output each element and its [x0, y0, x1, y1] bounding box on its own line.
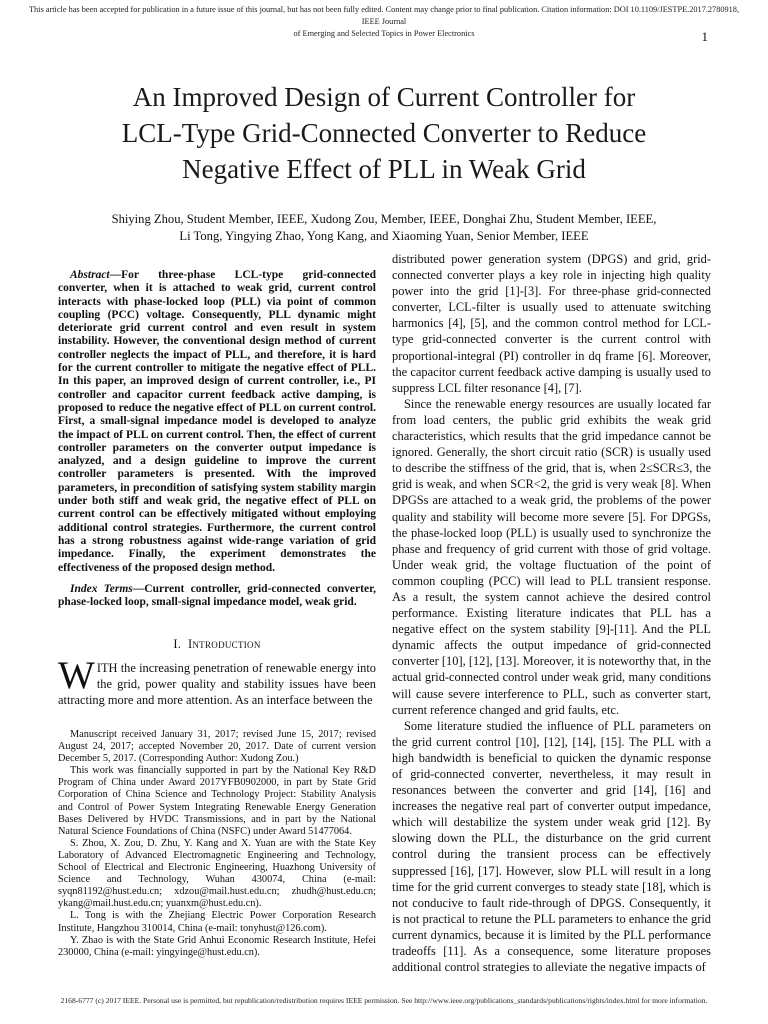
- footnote-zhao: Y. Zhao is with the State Grid Anhui Economic Research Institute, Hefei 230000, China (e-mail: yingyinge@hust.edu.cn).: [58, 934, 376, 958]
- body-paragraph: Some literature studied the influence of PLL parameters on the grid current control [10], [12], [14], [15]. The PLL with a high bandwidth is beneficial to quicken the dynamic response of grid-connected converter, nevertheless, it may result in resonances between the converter and grid [14], [16] and increases the negative real part of converter output impedance, which will destabilize the system under weak grid [12]. By slowing down the PLL, the disturbance on the grid current control during the transient process can be effectively suppressed [16], [17]. However, slow PLL will result in a long time for the grid current converges to steady state [18], which is not conducive to fault ride-through of DPGS. Consequently, it is not practical to retune the PLL parameters to enhance the grid current dynamics, because it is limited by the PLL performance tradeoffs [11]. As a consequence, some literature proposes additional control strategies to alleviate the negative impacts of: [392, 718, 711, 975]
- right-column: [392, 251, 711, 975]
- footnote-manuscript: Manuscript received January 31, 2017; revised June 15, 2017; revised August 24, 2017; accepted November 20, 2017. Date of current version December 5, 2017. (Corresponding Author: Xudong Zou.): [58, 729, 376, 765]
- authors-line-2: Li Tong, Yingying Zhao, Yong Kang, and Xiaoming Yuan, Senior Member, IEEE: [179, 229, 589, 243]
- body-paragraph: Since the renewable energy resources are usually located far from load centers, the public grid exhibits the weak grid characteristics, which results that the grid impedance cannot be ignored. Generally, the short circuit ratio (SCR) is usually used to describe the stiffness of the grid, that is, when 2≤SCR≤3, the grid is weak, and when SCR<2, the grid is very weak [8]. When DPGSs are attached to a weak grid, the problems of the power quality and stability will become more severe [5]. For DPGSs, the phase-locked loop (PLL) is usually used to synchronize the phase and frequency of grid current with those of grid voltage. Under weak grid, the voltage fluctuation of the point of common coupling (PCC) will lead to PLL transient response. As a result, the system cannot achieve the desired control performance. Existing literature indicates that PLL has a negative effect on the system stability [9]-[11]. And the PLL dynamic affects the output impedance of grid-connected converter [10], [12], [13]. Moreover, it is noteworthy that, in the actual grid-connected control under weak grid, many conditions will cause severe interference to PLL, such as converter start, current reference changed and grid faults, etc.: [392, 396, 711, 717]
- drop-cap: W: [58, 654, 95, 697]
- journal-notice-line1: This article has been accepted for publication in a future issue of this journal, but has not been fully edited. Content may change prior to final publication. Citation information: DOI 10.1109/JESTPE.2017.2780918, IEEE Journal: [28, 5, 740, 26]
- title-line-1: An Improved Design of Current Controller for: [132, 82, 636, 112]
- authors-line-1: Shiying Zhou, Student Member, IEEE, Xudong Zou, Member, IEEE, Donghai Zhu, Student Member, IEEE,: [111, 212, 657, 226]
- intro-text: ITH the increasing penetration of renewable energy into the grid, power quality and stability issues have been attracting more and more attention. As an interface between the: [58, 661, 376, 708]
- body-paragraph: distributed power generation system (DPGS) and grid, grid-connected converter plays a key role in injecting high quality power into the grid [1]-[3]. For three-phase grid-connected converter, LCL-filter is usually used to attenuate switching harmonics [4], [5], and the common control method for LCL-type grid-connected converter is the current control with proportional-integral (PI) controller in dq frame [6]. Moreover, the capacitor current feedback active damping is usually used to suppress LCL filter resonance [4], [7].: [392, 252, 711, 395]
- section-heading: [58, 637, 376, 652]
- index-terms: [58, 583, 376, 610]
- abstract: [58, 269, 376, 575]
- copyright-footer: 2168-6777 (c) 2017 IEEE. Personal use is permitted, but republication/redistribution requires IEEE permission. See http://www.ieee.org/publications_standards/publications/rights/index.html for more information.: [60, 996, 708, 1005]
- footnote-tong: L. Tong is with the Zhejiang Electric Power Corporation Research Institute, Hangzhou 310014, China (e-mail: tonyhust@126.com).: [58, 910, 376, 934]
- paper-title: [40, 79, 728, 187]
- intro-paragraph: [58, 654, 376, 708]
- page-number: 1: [701, 29, 708, 44]
- author-list: [40, 211, 728, 245]
- title-line-3: Negative Effect of PLL in Weak Grid: [182, 154, 586, 184]
- journal-notice: [20, 4, 748, 40]
- title-line-2: LCL-Type Grid-Connected Converter to Reduce: [121, 118, 647, 148]
- section-number: I.: [173, 637, 182, 651]
- abstract-lead: Abstract: [70, 269, 110, 281]
- footnotes: [58, 729, 376, 959]
- journal-notice-line2: of Emerging and Selected Topics in Power Electronics: [293, 29, 475, 38]
- footnote-funding: This work was financially supported in part by the National Key R&D Program of China under Award 2017YFB0902000, in part by State Grid Corporation of China Science and Technology Project: Stability Analysis and Control of Power System Integrating Renewable Energy Generation Bases Delivered by HVDC Transmissions, and in part by the National Natural Science Foundations of China (NSFC) under Award 51477064.: [58, 765, 376, 837]
- footnote-affiliation: S. Zhou, X. Zou, D. Zhu, Y. Kang and X. Yuan are with the State Key Laboratory of Advanced Electromagnetic Engineering and Technology, School of Electrical and Electronic Engineering, Huazhong University of Science and Technology, Wuhan 430074, China (e-mail: syqn81192@hust.edu.cn; xdzou@mail.hust.edu.cn; zhudh@hust.edu.cn; ykang@mail.hust.edu.cn; yuanxm@hust.edu.cn).: [58, 837, 376, 910]
- section-title: Introduction: [187, 637, 261, 651]
- index-terms-text: —Current controller, grid-connected converter, phase-locked loop, small-signal impedance model, weak grid.: [58, 583, 376, 609]
- abstract-text: —For three-phase LCL-type grid-connected converter, when it is attached to weak grid, current control interacts with phase-locked loop (PLL) via point of common coupling (PCC) voltage. Consequently, PLL dynamic might deteriorate grid current control and even result in system instability. However, the conventional design method of current controller neglects the impact of PLL, and therefore, it is hard for the current controller to mitigate the negative effect of PLL. In this paper, an improved design of current controller, i.e., PI controller and capacitor current feedback active damping, is proposed to reduce the negative effect of PLL on current control. First, a small-signal impedance model is developed to analyze the impact of PLL on current control. Then, the effect of current controller parameters on the converter output impedance is analyzed, and a design guideline to improve the current controller parameters is presented. With the improved parameters, in precondition of satisfying system stability margin under both stiff and weak grid, the negative effect of PLL on current control can be effectively mitigated without employing additional control strategies. Furthermore, the current control has a strong robustness against wide-range variation of grid impedance. Finally, the experiment demonstrates the effectiveness of the proposed design method.: [58, 269, 376, 574]
- index-terms-lead: Index Terms: [70, 583, 133, 595]
